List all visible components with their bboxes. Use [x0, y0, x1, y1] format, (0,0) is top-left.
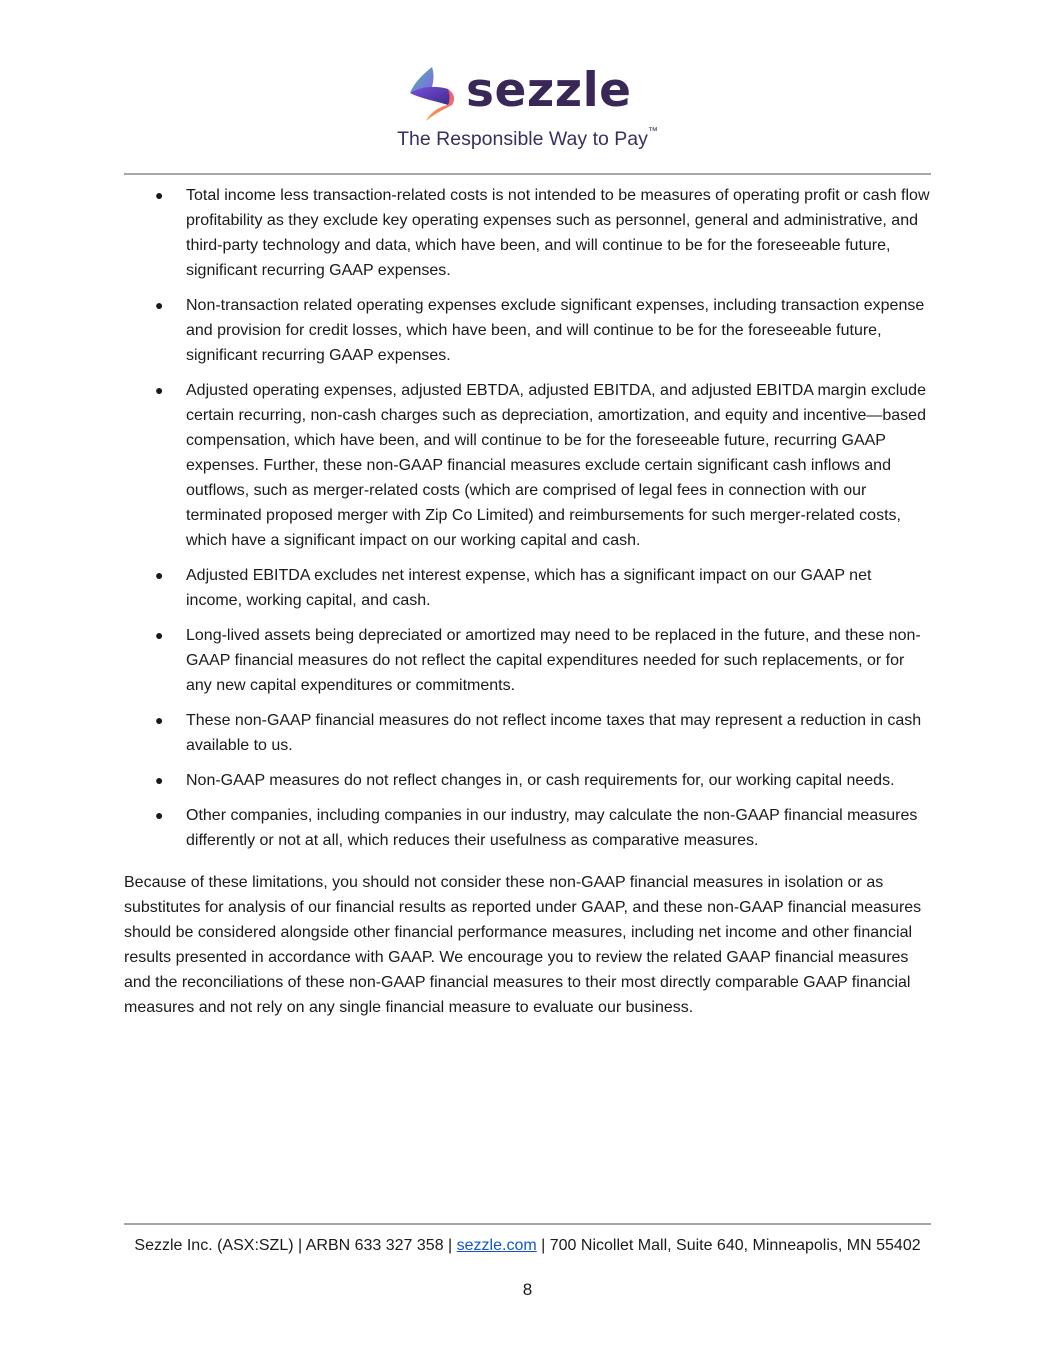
- bullet-icon: ●: [155, 297, 164, 313]
- page-body: [124, 183, 931, 1020]
- list-item-text: Non-GAAP measures do not reflect changes in, or cash requirements for, our working capital needs.: [186, 772, 895, 789]
- list-item-text: Non-transaction related operating expenses exclude significant expenses, including transaction expense and provision for credit losses, which have been, and will continue to be for the foreseeable future, significant recurring GAAP expenses.: [186, 297, 925, 364]
- bullet-icon: ●: [155, 807, 164, 823]
- list-item: [124, 293, 931, 368]
- list-item: [124, 768, 931, 793]
- page-number: 8: [522, 1280, 533, 1299]
- logo-wordmark: sezzle: [466, 62, 632, 118]
- tagline: [0, 128, 1055, 151]
- sezzle-logo-icon: [404, 65, 462, 123]
- closing-paragraph: Because of these limitations, you should not consider these non-GAAP financial measures in isolation or as substitutes for analysis of our financial results as reported under GAAP, and these non-GAAP financial measures should be considered alongside other financial performance measures, including net income and other financial results presented in accordance with GAAP. We encourage you to review the related GAAP financial measures and the reconciliations of these non-GAAP financial measures to their most directly comparable GAAP financial measures and not rely on any single financial measure to evaluate our business.: [124, 874, 922, 1016]
- sezzle-logo: [404, 62, 632, 123]
- bullet-icon: ●: [155, 187, 164, 203]
- header-divider: [124, 173, 931, 175]
- footer-company: Sezzle Inc. (ASX:SZL) | ARBN 633 327 358 |: [134, 1237, 453, 1254]
- bullet-icon: ●: [155, 627, 164, 643]
- page-header: [0, 60, 1055, 155]
- list-item: [124, 563, 931, 613]
- list-item-text: Adjusted operating expenses, adjusted EBTDA, adjusted EBITDA, and adjusted EBITDA margin exclude certain recurring, non-cash charges such as depreciation, amortization, and equity and incentive—based compensation, which have been, and will continue to be for the foreseeable future, recurring GAAP expenses. Further, these non-GAAP financial measures exclude certain significant cash inflows and outflows, such as merger-related costs (which are comprised of legal fees in connection with our terminated proposed merger with Zip Co Limited) and reimbursements for such merger-related costs, which have a significant impact on our working capital and cash.: [186, 382, 926, 549]
- footer-address: | 700 Nicollet Mall, Suite 640, Minneapolis, MN 55402: [541, 1237, 921, 1254]
- list-item-text: These non-GAAP financial measures do not reflect income taxes that may represent a reduction in cash available to us.: [186, 712, 922, 754]
- list-item-text: Other companies, including companies in our industry, may calculate the non-GAAP financial measures differently or not at all, which reduces their usefulness as comparative measures.: [186, 807, 918, 849]
- footer-divider: [124, 1223, 931, 1225]
- bullet-icon: ●: [155, 382, 164, 398]
- tagline-text: The Responsible Way to Pay: [397, 128, 648, 150]
- bullet-icon: ●: [155, 772, 164, 788]
- list-item-text: Adjusted EBITDA excludes net interest expense, which has a significant impact on our GAAP net income, working capital, and cash.: [186, 567, 872, 609]
- list-item-text: Long-lived assets being depreciated or amortized may need to be replaced in the future, and these non-GAAP financial measures do not reflect the capital expenditures needed for such replacements, or for any new capital expenditures or commitments.: [186, 627, 921, 694]
- trademark-mark: ™: [647, 126, 658, 137]
- list-item: [124, 623, 931, 698]
- website-link[interactable]: sezzle.com: [456, 1237, 537, 1254]
- list-item-text: Total income less transaction-related costs is not intended to be measures of operating profit or cash flow profitability as they exclude key operating expenses such as personnel, general and administrative, and third-party technology and data, which have been, and will continue to be for the foreseeable future, significant recurring GAAP expenses.: [186, 187, 930, 279]
- bullet-icon: ●: [155, 567, 164, 583]
- list-item: [124, 378, 931, 553]
- list-item: [124, 803, 931, 853]
- bullet-icon: ●: [155, 712, 164, 728]
- list-item: [124, 708, 931, 758]
- list-item: [124, 183, 931, 283]
- limitations-list: [124, 183, 931, 853]
- page-footer: [0, 1233, 1055, 1258]
